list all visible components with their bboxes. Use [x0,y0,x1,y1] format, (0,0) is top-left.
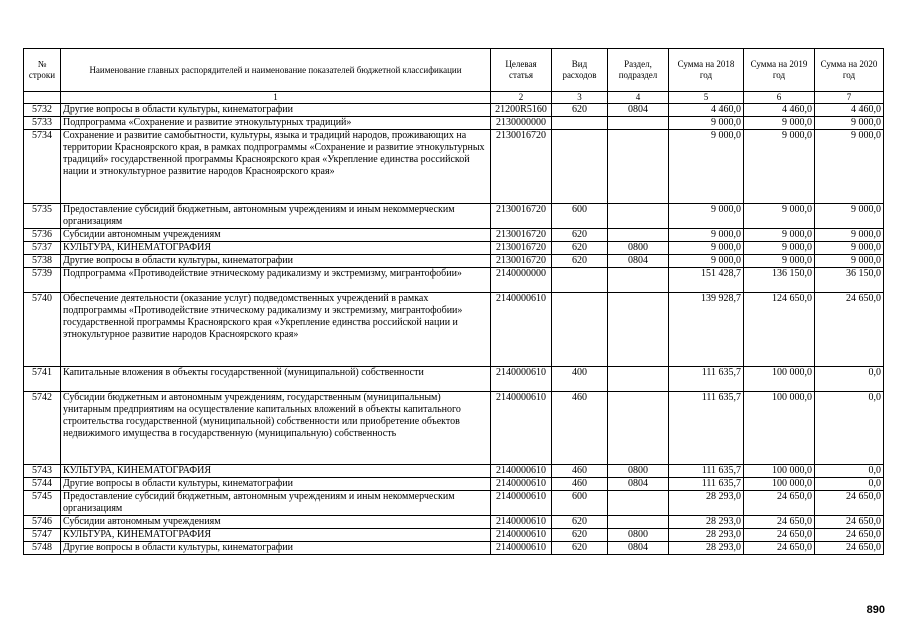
table-row [24,516,884,529]
row-name: Подпрограмма «Противодействие этническому радикализму и экстремизму, мигрантофобии» [61,268,491,293]
column-index-blank [24,92,61,104]
column-index: 4 [608,92,669,104]
row-expense-type: 460 [552,478,608,491]
row-name: Подпрограмма «Сохранение и развитие этнокультурных традиций» [61,117,491,130]
row-number: 5737 [24,242,61,255]
row-name: Другие вопросы в области культуры, кинематографии [61,255,491,268]
row-section: 0800 [608,529,669,542]
row-name: Обеспечение деятельности (оказание услуг) подведомственных учреждений в рамках подпрограммы «Противодействие этническому радикализму и экстремизму, мигрантофобии» государственной программы Красноярского края «Укрепление единства российской нации и этнокультурное развитие народов Красноярского края» [61,293,491,367]
row-target-article: 21200R5160 [491,104,552,117]
row-target-article: 2140000610 [491,491,552,516]
row-section [608,491,669,516]
row-expense-type: 600 [552,204,608,229]
row-target-article: 2130016720 [491,130,552,204]
row-number: 5743 [24,465,61,478]
row-sum-2018: 111 635,7 [669,465,744,478]
row-sum-2020: 36 150,0 [815,268,884,293]
row-sum-2018: 4 460,0 [669,104,744,117]
column-index: 6 [744,92,815,104]
row-number: 5748 [24,542,61,555]
row-sum-2019: 9 000,0 [744,204,815,229]
row-section [608,392,669,465]
row-sum-2020: 0,0 [815,392,884,465]
row-expense-type: 620 [552,529,608,542]
table-row [24,367,884,392]
row-sum-2019: 24 650,0 [744,542,815,555]
row-sum-2020: 9 000,0 [815,204,884,229]
row-sum-2018: 9 000,0 [669,130,744,204]
table-row [24,104,884,117]
row-sum-2019: 100 000,0 [744,392,815,465]
row-sum-2019: 9 000,0 [744,255,815,268]
row-target-article: 2130016720 [491,242,552,255]
row-section: 0800 [608,465,669,478]
row-expense-type [552,293,608,367]
header-sum-2020: Сумма на 2020 год [815,49,884,92]
row-sum-2018: 9 000,0 [669,117,744,130]
row-expense-type: 620 [552,516,608,529]
row-expense-type: 460 [552,465,608,478]
row-number: 5732 [24,104,61,117]
row-sum-2020: 24 650,0 [815,491,884,516]
row-expense-type: 620 [552,104,608,117]
row-sum-2019: 24 650,0 [744,529,815,542]
row-sum-2018: 28 293,0 [669,529,744,542]
row-target-article: 2140000610 [491,529,552,542]
row-number: 5739 [24,268,61,293]
table-row [24,204,884,229]
row-number: 5741 [24,367,61,392]
row-expense-type [552,130,608,204]
row-sum-2018: 9 000,0 [669,204,744,229]
row-section: 0800 [608,242,669,255]
table-row [24,465,884,478]
row-sum-2019: 100 000,0 [744,478,815,491]
column-index: 1 [61,92,491,104]
row-sum-2019: 24 650,0 [744,491,815,516]
header-row-number: № строки [24,49,61,92]
row-sum-2020: 9 000,0 [815,229,884,242]
row-sum-2020: 9 000,0 [815,242,884,255]
row-expense-type: 620 [552,242,608,255]
row-name: Субсидии бюджетным и автономным учреждениям, государственным (муниципальным) унитарным предприятиям на осуществление капитальных вложений в объекты капитального строительства государственной (муниципальной) собственности или приобретение объектов недвижимого имущества в государственную (муниципальную) собственность [61,392,491,465]
row-section [608,268,669,293]
row-sum-2018: 28 293,0 [669,542,744,555]
row-sum-2020: 9 000,0 [815,117,884,130]
header-target-article: Целевая статья [491,49,552,92]
row-sum-2020: 24 650,0 [815,529,884,542]
header-expense-type: Вид расходов [552,49,608,92]
row-expense-type: 620 [552,229,608,242]
row-section [608,516,669,529]
row-section [608,367,669,392]
row-sum-2018: 28 293,0 [669,516,744,529]
row-name: Предоставление субсидий бюджетным, автономным учреждениям и иным некоммерческим организациям [61,204,491,229]
row-number: 5744 [24,478,61,491]
row-section [608,293,669,367]
row-section [608,204,669,229]
row-target-article: 2140000610 [491,465,552,478]
row-number: 5738 [24,255,61,268]
budget-table [23,48,884,555]
row-sum-2018: 139 928,7 [669,293,744,367]
row-sum-2018: 111 635,7 [669,478,744,491]
column-index: 3 [552,92,608,104]
header-name: Наименование главных распорядителей и наименование показателей бюджетной классификации [61,49,491,92]
row-target-article: 2140000610 [491,542,552,555]
row-expense-type: 620 [552,255,608,268]
row-target-article: 2140000610 [491,392,552,465]
row-name: Капитальные вложения в объекты государственной (муниципальной) собственности [61,367,491,392]
table-row [24,130,884,204]
row-expense-type: 600 [552,491,608,516]
row-name: Другие вопросы в области культуры, кинематографии [61,104,491,117]
row-section [608,229,669,242]
table-row [24,255,884,268]
row-sum-2019: 4 460,0 [744,104,815,117]
row-name: КУЛЬТУРА, КИНЕМАТОГРАФИЯ [61,465,491,478]
row-sum-2020: 24 650,0 [815,293,884,367]
column-index: 2 [491,92,552,104]
row-name: Субсидии автономным учреждениям [61,229,491,242]
row-number: 5740 [24,293,61,367]
row-sum-2018: 9 000,0 [669,229,744,242]
row-name: Другие вопросы в области культуры, кинематографии [61,542,491,555]
row-sum-2018: 9 000,0 [669,255,744,268]
row-number: 5735 [24,204,61,229]
table-row [24,242,884,255]
row-sum-2019: 9 000,0 [744,130,815,204]
row-sum-2020: 0,0 [815,465,884,478]
row-target-article: 2140000610 [491,293,552,367]
row-target-article: 2140000610 [491,516,552,529]
row-name: Другие вопросы в области культуры, кинематографии [61,478,491,491]
header-row [24,49,884,92]
row-sum-2020: 9 000,0 [815,130,884,204]
row-sum-2019: 100 000,0 [744,367,815,392]
row-number: 5745 [24,491,61,516]
table-row [24,293,884,367]
row-sum-2020: 24 650,0 [815,516,884,529]
row-section: 0804 [608,542,669,555]
header-sum-2019: Сумма на 2019 год [744,49,815,92]
row-sum-2018: 151 428,7 [669,268,744,293]
column-index: 5 [669,92,744,104]
row-target-article: 2140000000 [491,268,552,293]
row-section: 0804 [608,255,669,268]
table-row [24,268,884,293]
row-name: Субсидии автономным учреждениям [61,516,491,529]
row-number: 5733 [24,117,61,130]
row-expense-type [552,117,608,130]
row-expense-type: 620 [552,542,608,555]
row-sum-2018: 28 293,0 [669,491,744,516]
header-section: Раздел, подраздел [608,49,669,92]
row-sum-2018: 9 000,0 [669,242,744,255]
row-number: 5742 [24,392,61,465]
row-section [608,117,669,130]
row-name: КУЛЬТУРА, КИНЕМАТОГРАФИЯ [61,529,491,542]
row-sum-2020: 0,0 [815,367,884,392]
row-sum-2019: 9 000,0 [744,117,815,130]
column-index-row [24,92,884,104]
table-row [24,229,884,242]
row-section [608,130,669,204]
row-target-article: 2130016720 [491,229,552,242]
row-sum-2020: 9 000,0 [815,255,884,268]
row-sum-2019: 136 150,0 [744,268,815,293]
row-sum-2019: 124 650,0 [744,293,815,367]
row-name: КУЛЬТУРА, КИНЕМАТОГРАФИЯ [61,242,491,255]
row-target-article: 2140000610 [491,367,552,392]
row-number: 5747 [24,529,61,542]
row-sum-2020: 0,0 [815,478,884,491]
row-number: 5734 [24,130,61,204]
row-expense-type: 400 [552,367,608,392]
row-sum-2019: 9 000,0 [744,242,815,255]
row-target-article: 2140000610 [491,478,552,491]
row-expense-type [552,268,608,293]
table-row [24,542,884,555]
table-row [24,117,884,130]
table-row [24,392,884,465]
table-row [24,478,884,491]
row-sum-2018: 111 635,7 [669,392,744,465]
row-number: 5746 [24,516,61,529]
row-sum-2020: 4 460,0 [815,104,884,117]
row-sum-2018: 111 635,7 [669,367,744,392]
row-target-article: 2130016720 [491,204,552,229]
table-row [24,529,884,542]
row-section: 0804 [608,104,669,117]
table-row [24,491,884,516]
row-target-article: 2130000000 [491,117,552,130]
row-sum-2019: 24 650,0 [744,516,815,529]
header-sum-2018: Сумма на 2018 год [669,49,744,92]
row-sum-2020: 24 650,0 [815,542,884,555]
row-sum-2019: 100 000,0 [744,465,815,478]
row-expense-type: 460 [552,392,608,465]
row-sum-2019: 9 000,0 [744,229,815,242]
row-name: Предоставление субсидий бюджетным, автономным учреждениям и иным некоммерческим организациям [61,491,491,516]
row-section: 0804 [608,478,669,491]
row-name: Сохранение и развитие самобытности, культуры, языка и традиций народов, проживающих на территории Красноярского края, в рамках подпрограммы «Сохранение и развитие этнокультурных традиций» государственной программы Красноярского края «Укрепление единства российской нации и этнокультурное развитие народов Красноярского края» [61,130,491,204]
row-number: 5736 [24,229,61,242]
column-index: 7 [815,92,884,104]
row-target-article: 2130016720 [491,255,552,268]
page-number: 890 [866,604,885,616]
